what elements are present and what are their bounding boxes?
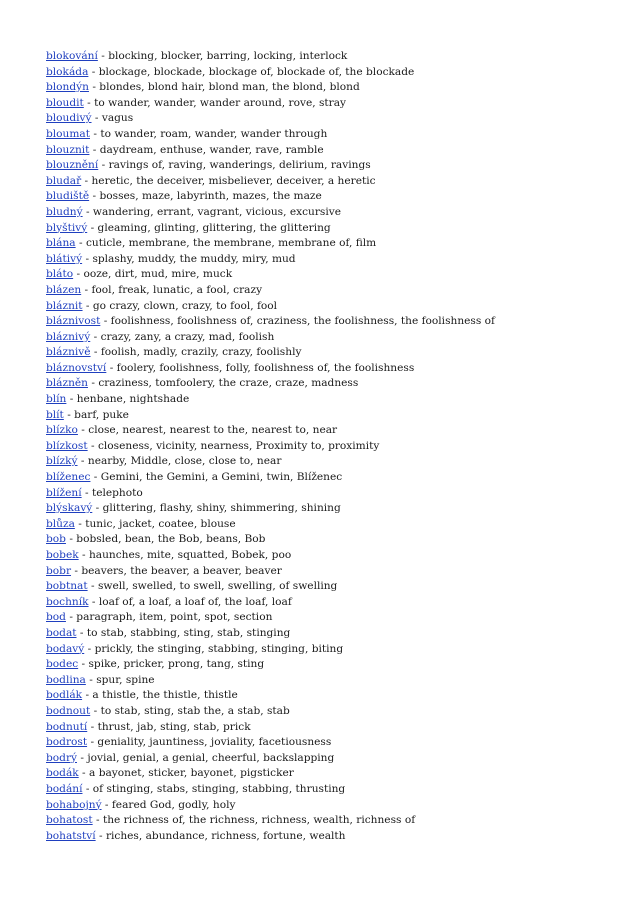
separator: - (65, 611, 77, 624)
definitions-text: glittering, flashy, shiny, shimmering, shining (102, 502, 341, 515)
term-link[interactable]: blázněn (46, 377, 88, 390)
separator: - (77, 424, 89, 437)
dictionary-entry (46, 49, 626, 65)
term-link[interactable]: blázen (46, 283, 82, 296)
dictionary-entry (46, 673, 626, 689)
definitions-text: to stab, stabbing, sting, stab, stinging (86, 626, 291, 639)
term-link[interactable]: blít (46, 408, 64, 421)
definitions-text: spur, spine (96, 673, 155, 686)
separator: - (76, 626, 87, 639)
dictionary-entry (46, 205, 626, 221)
dictionary-entry (46, 501, 626, 517)
definitions-text: riches, abundance, richness, fortune, wealth (105, 829, 346, 842)
dictionary-entry (46, 579, 626, 595)
separator: - (81, 486, 92, 499)
definitions-text: vagus (101, 112, 134, 125)
dictionary-entry (46, 657, 626, 673)
separator: - (84, 642, 95, 655)
separator: - (81, 174, 92, 187)
definitions-text: cuticle, membrane, the membrane, membrane of, film (85, 237, 377, 250)
dictionary-entry (46, 158, 626, 174)
dictionary-page (46, 49, 626, 844)
dictionary-entry (46, 111, 626, 127)
definitions-text: foolish, madly, crazily, crazy, foolishly (100, 346, 302, 359)
term-link[interactable]: blouznění (46, 159, 99, 172)
dictionary-entry (46, 829, 626, 845)
term-link[interactable]: blokování (46, 50, 98, 62)
definitions-text: gleaming, glinting, glittering, the glittering (97, 221, 331, 234)
dictionary-entry (46, 564, 626, 580)
separator: - (91, 112, 102, 125)
definitions-text: close, nearest, nearest to the, nearest to, near (88, 424, 338, 437)
separator: - (97, 50, 109, 62)
dictionary-entry (46, 626, 626, 642)
term-link[interactable]: blána (46, 237, 76, 250)
separator: - (88, 595, 99, 608)
definitions-text: blondes, blond hair, blond man, the blond, blond (99, 81, 360, 94)
term-link[interactable]: bod (46, 611, 66, 624)
definitions-text: a thistle, the thistle, thistle (92, 689, 238, 702)
definitions-text: to wander, roam, wander, wander through (100, 127, 328, 140)
separator: - (98, 159, 109, 172)
dictionary-entry (46, 486, 626, 502)
dictionary-entry (46, 610, 626, 626)
definitions-text: barf, puke (74, 408, 129, 421)
separator: - (92, 814, 103, 827)
dictionary-entry (46, 782, 626, 798)
dictionary-entry (46, 642, 626, 658)
definitions-text: ooze, dirt, mud, mire, muck (83, 268, 233, 281)
separator: - (73, 268, 84, 281)
separator: - (85, 673, 97, 686)
dictionary-entry (46, 439, 626, 455)
dictionary-entry (46, 283, 626, 299)
term-link[interactable]: bodrost (46, 736, 88, 749)
separator: - (88, 81, 100, 94)
definitions-text: crazy, zany, a crazy, mad, foolish (100, 330, 275, 343)
term-link[interactable]: bláto (46, 268, 74, 281)
term-link[interactable]: bodlina (46, 673, 86, 686)
term-link[interactable]: bodat (46, 626, 77, 639)
definitions-text: blockage, blockade, blockage of, blockade of, the blockade (98, 65, 415, 78)
separator: - (92, 502, 103, 515)
dictionary-entry (46, 361, 626, 377)
definitions-text: jovial, genial, a genial, cheerful, backslapping (87, 751, 335, 764)
definitions-text: tunic, jacket, coatee, blouse (85, 517, 236, 530)
separator: - (87, 720, 98, 733)
term-link[interactable]: blýskavý (46, 502, 93, 515)
separator: - (81, 283, 92, 296)
definitions-text: a bayonet, sticker, bayonet, pigsticker (89, 767, 294, 780)
term-link[interactable]: blátivý (46, 252, 83, 265)
term-link[interactable]: bodavý (46, 642, 85, 655)
separator: - (106, 361, 117, 374)
term-link[interactable]: bloumat (46, 127, 90, 140)
separator: - (100, 315, 111, 328)
separator: - (78, 658, 89, 671)
definitions-text: blocking, blocker, barring, locking, interlock (108, 50, 348, 62)
term-link[interactable]: bodák (46, 767, 79, 780)
term-link[interactable]: bláznivost (46, 315, 101, 328)
definitions-text: feared God, godly, holy (111, 798, 236, 811)
dictionary-entry (46, 330, 626, 346)
separator: - (90, 346, 101, 359)
dictionary-entry (46, 376, 626, 392)
separator: - (89, 143, 100, 156)
definitions-text: spike, pricker, prong, tang, sting (88, 658, 265, 671)
term-link[interactable]: blížení (46, 486, 82, 499)
definitions-text: go crazy, clown, crazy, to fool, fool (92, 299, 278, 312)
term-link[interactable]: bobr (46, 564, 72, 577)
dictionary-entry (46, 813, 626, 829)
term-link[interactable]: bodnutí (46, 720, 88, 733)
dictionary-entry (46, 189, 626, 205)
definitions-text: wandering, errant, vagrant, vicious, excursive (92, 205, 341, 218)
dictionary-entry (46, 408, 626, 424)
separator: - (82, 689, 93, 702)
term-link[interactable]: bob (46, 533, 66, 546)
definitions-text: to stab, sting, stab the, a stab, stab (100, 704, 290, 717)
definitions-text: haunches, mite, squatted, Bobek, poo (88, 549, 292, 561)
term-link[interactable]: bláznivě (46, 346, 91, 359)
definitions-text: fool, freak, lunatic, a fool, crazy (91, 283, 263, 296)
separator: - (90, 127, 101, 140)
definitions-text: foolishness, foolishness of, craziness, the foolishness, the foolishness of (110, 315, 495, 328)
dictionary-entry (46, 766, 626, 782)
separator: - (71, 564, 82, 577)
separator: - (87, 439, 98, 452)
dictionary-entry (46, 236, 626, 252)
dictionary-entry (46, 345, 626, 361)
dictionary-entry (46, 720, 626, 736)
dictionary-entry (46, 704, 626, 720)
term-link[interactable]: bodlák (46, 689, 83, 702)
dictionary-entry (46, 143, 626, 159)
term-link[interactable]: blíženec (46, 471, 91, 484)
separator: - (63, 408, 75, 421)
definitions-text: bosses, maze, labyrinth, mazes, the maze (99, 190, 322, 203)
dictionary-entry (46, 127, 626, 143)
term-link[interactable]: bludiště (46, 190, 90, 203)
term-link[interactable]: bodání (46, 782, 83, 795)
definitions-text: bobsled, bean, the Bob, beans, Bob (76, 533, 266, 546)
term-link[interactable]: bodec (46, 658, 79, 671)
separator: - (78, 767, 90, 780)
definitions-text: daydream, enthuse, wander, rave, ramble (99, 143, 324, 156)
separator: - (77, 751, 88, 764)
dictionary-entry (46, 798, 626, 814)
definitions-text: loaf of, a loaf, a loaf of, the loaf, loaf (98, 595, 292, 608)
separator: - (82, 252, 93, 265)
definitions-text: thrust, jab, sting, stab, prick (97, 720, 251, 733)
dictionary-entry (46, 314, 626, 330)
dictionary-entry (46, 517, 626, 533)
separator: - (82, 782, 93, 795)
term-link[interactable]: bohatost (46, 814, 93, 827)
term-link[interactable]: bobtnat (46, 580, 88, 593)
dictionary-entry (46, 80, 626, 96)
separator: - (83, 96, 95, 109)
definitions-text: closeness, vicinity, nearness, Proximity to, proximity (97, 439, 380, 452)
separator: - (82, 205, 93, 218)
term-link[interactable]: bludný (46, 205, 83, 218)
definitions-text: geniality, jauntiness, joviality, facetiousness (97, 736, 332, 749)
term-link[interactable]: bláznivý (46, 330, 91, 343)
dictionary-entry (46, 532, 626, 548)
separator: - (77, 455, 88, 468)
term-link[interactable]: blůza (46, 517, 75, 530)
term-link[interactable]: blokáda (46, 65, 89, 78)
term-link[interactable]: bláznit (46, 299, 83, 312)
definitions-text: foolery, foolishness, folly, foolishness of, the foolishness (116, 361, 415, 374)
definitions-text: henbane, nightshade (76, 393, 190, 406)
definitions-text: telephoto (91, 486, 143, 499)
definitions-text: paragraph, item, point, spot, section (76, 611, 273, 624)
definitions-text: swell, swelled, to swell, swelling, of swelling (97, 580, 338, 593)
term-link[interactable]: blízkost (46, 439, 88, 452)
term-link[interactable]: bloudivý (46, 112, 92, 125)
separator: - (87, 221, 98, 234)
separator: - (75, 237, 86, 250)
separator: - (90, 330, 101, 343)
dictionary-entry (46, 470, 626, 486)
dictionary-entry (46, 423, 626, 439)
definitions-text: beavers, the beaver, a beaver, beaver (81, 564, 282, 577)
term-link[interactable]: blouznit (46, 143, 90, 156)
separator: - (65, 533, 77, 546)
term-link[interactable]: blízký (46, 455, 78, 468)
definitions-text: to wander, wander, wander around, rove, stray (94, 96, 347, 109)
dictionary-entry (46, 174, 626, 190)
dictionary-entry (46, 595, 626, 611)
definitions-text: craziness, tomfoolery, the craze, craze, madness (98, 377, 359, 390)
separator: - (88, 65, 99, 78)
definitions-text: prickly, the stinging, stabbing, stinging, biting (94, 642, 344, 655)
term-link[interactable]: bochník (46, 595, 89, 608)
term-link[interactable]: blondýn (46, 81, 89, 94)
separator: - (66, 393, 77, 406)
dictionary-entry (46, 299, 626, 315)
separator: - (87, 377, 99, 390)
term-link[interactable]: bodnout (46, 704, 91, 717)
separator: - (95, 829, 106, 842)
term-link[interactable]: bloudit (46, 96, 84, 109)
dictionary-entry (46, 735, 626, 751)
separator: - (87, 736, 98, 749)
term-link[interactable]: blín (46, 393, 67, 406)
dictionary-entry (46, 221, 626, 237)
separator: - (87, 580, 98, 593)
term-link[interactable]: bobek (46, 549, 79, 561)
dictionary-entry (46, 454, 626, 470)
dictionary-entry (46, 252, 626, 268)
term-link[interactable]: bohatství (46, 829, 96, 842)
separator: - (82, 299, 93, 312)
definitions-text: heretic, the deceiver, misbeliever, deceiver, a heretic (91, 174, 376, 187)
separator: - (101, 798, 112, 811)
dictionary-entry (46, 688, 626, 704)
term-link[interactable]: bláznovství (46, 361, 107, 374)
definitions-text: the richness of, the richness, richness, wealth, richness of (102, 814, 416, 827)
dictionary-entry (46, 548, 626, 564)
dictionary-entry (46, 392, 626, 408)
term-link[interactable]: bludař (46, 174, 82, 187)
separator: - (89, 190, 100, 203)
term-link[interactable]: bohabojný (46, 798, 102, 811)
separator: - (90, 704, 101, 717)
dictionary-entry (46, 751, 626, 767)
term-link[interactable]: blyštivý (46, 221, 88, 234)
dictionary-entry (46, 267, 626, 283)
definitions-text: Gemini, the Gemini, a Gemini, twin, Blíženec (100, 471, 343, 484)
term-link[interactable]: bodrý (46, 751, 77, 764)
definitions-text: splashy, muddy, the muddy, miry, mud (92, 252, 296, 265)
separator: - (78, 549, 89, 561)
separator: - (74, 517, 86, 530)
dictionary-entry (46, 96, 626, 112)
definitions-text: nearby, Middle, close, close to, near (87, 455, 282, 468)
dictionary-entry (46, 65, 626, 81)
definitions-text: of stinging, stabs, stinging, stabbing, thrusting (92, 782, 346, 795)
term-link[interactable]: blízko (46, 424, 78, 437)
definitions-text: ravings of, raving, wanderings, delirium, ravings (108, 159, 371, 172)
separator: - (90, 471, 101, 484)
